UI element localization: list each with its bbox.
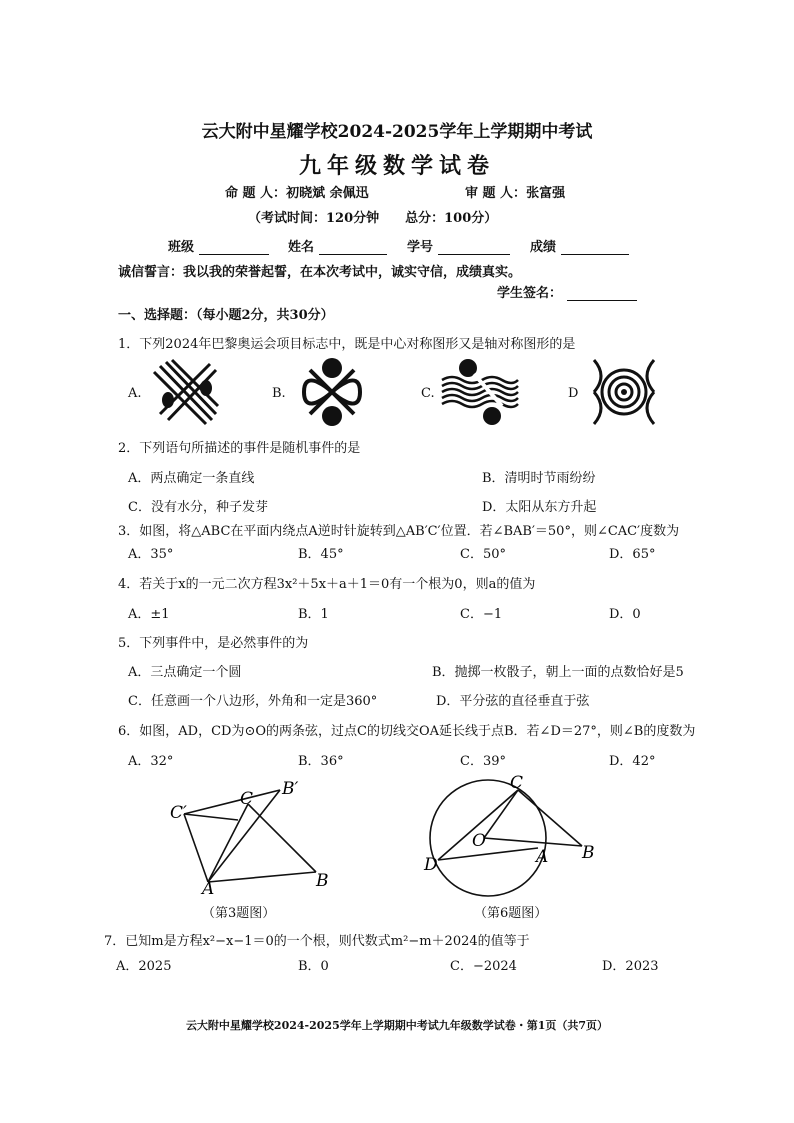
fig3-label-c-prime: C′: [170, 803, 187, 823]
paper-title: 九年级数学试卷: [298, 153, 495, 179]
q6-option-b[interactable]: B．36°: [298, 754, 344, 769]
page-footer: 云大附中星耀学校2024-2025学年上学期期中考试九年级数学试卷・第1页（共7页）: [185, 1019, 609, 1032]
q4-option-d[interactable]: D．0: [609, 607, 641, 622]
fig3-label-b: B: [316, 871, 329, 891]
question-1-stem: 1．下列2024年巴黎奥运会项目标志中，既是中心对称图形又是轴对称图形的是: [118, 337, 576, 352]
q5-option-d[interactable]: D．平分弦的直径垂直于弦: [436, 694, 590, 709]
signature-blank[interactable]: [567, 288, 637, 301]
badminton-logo-icon: [150, 358, 222, 426]
q4-option-a[interactable]: A．±1: [128, 607, 170, 622]
name-blank[interactable]: [319, 242, 387, 255]
reviewer-row: [465, 182, 565, 201]
q1-option-b-label[interactable]: B.: [272, 386, 286, 401]
question-5-stem: 5．下列事件中，是必然事件的为: [118, 636, 309, 651]
class-field: [168, 236, 269, 255]
fig6-label-c: C: [510, 773, 524, 793]
fig6-label-b: B: [582, 843, 595, 863]
q5-option-a[interactable]: A．三点确定一个圆: [128, 665, 242, 680]
q4-option-c[interactable]: C．−1: [460, 607, 503, 622]
q3-option-c[interactable]: C．50°: [460, 547, 506, 562]
q6-option-d[interactable]: D．42°: [609, 754, 656, 769]
question-2-stem: 2．下列语句所描述的事件是随机事件的是: [118, 441, 361, 456]
question-6-stem: 6．如图，AD，CD为⊙O的两条弦，过点C的切线交OA延长线于点B．若∠D＝27°，则∠B的度数为: [118, 724, 696, 739]
name-label: 姓名: [288, 240, 315, 255]
q2-option-b[interactable]: B．清明时节雨纷纷: [482, 471, 596, 486]
q2-option-a[interactable]: A．两点确定一条直线: [128, 471, 255, 486]
class-blank[interactable]: [199, 242, 269, 255]
q2-option-d[interactable]: D．太阳从东方升起: [482, 500, 597, 515]
signature-label: 学生签名：: [497, 286, 563, 301]
authors-label: 命 题 人：: [225, 186, 287, 201]
q7-option-b[interactable]: B．0: [298, 959, 329, 974]
section-heading: 一、选择题：（每小题2分，共30分）: [118, 308, 334, 323]
integrity-pledge: 诚信誓言：我以我的荣誉起誓，在本次考试中，诚实守信，成绩真实。: [118, 265, 522, 280]
signature-field: [497, 282, 637, 301]
swimming-logo-icon: [438, 356, 520, 428]
fig3-label-c: C: [240, 789, 254, 809]
basketball-logo-icon: [296, 356, 368, 428]
q2-option-c[interactable]: C．没有水分，种子发芽: [128, 500, 268, 515]
figure-3-diagram: [160, 776, 340, 896]
q1-option-a-label[interactable]: A.: [128, 386, 142, 401]
reviewer-label: 审 题 人：: [465, 186, 527, 201]
fig3-label-a: A: [202, 879, 215, 896]
fig6-label-o: O: [472, 831, 486, 851]
figure-6-diagram: [420, 772, 600, 900]
question-7-stem: 7．已知m是方程x²−x−1＝0的一个根，则代数式m²−m＋2024的值等于: [104, 934, 530, 949]
question-3-stem: 3．如图，将△ABC在平面内绕点A逆时针旋转到△AB′C′位置．若∠BAB′＝50°，则∠CAC′度数为: [118, 524, 680, 539]
name-field: [288, 236, 387, 255]
q1-option-d-label[interactable]: D: [568, 386, 579, 401]
fig6-label-d: D: [424, 855, 438, 875]
q5-option-c[interactable]: C．任意画一个八边形，外角和一定是360°: [128, 694, 378, 709]
figure-3-caption: （第3题图）: [202, 906, 276, 921]
q3-option-b[interactable]: B．45°: [298, 547, 344, 562]
authors: 初晓斌 余佩迅: [286, 186, 369, 201]
class-label: 班级: [168, 240, 195, 255]
fig3-label-b-prime: B′: [282, 779, 299, 799]
time-info: （考试时间：120分钟 总分：100分）: [248, 211, 498, 226]
authors-row: [225, 182, 369, 201]
q5-option-b[interactable]: B．抛掷一枚骰子，朝上一面的点数恰好是5: [432, 665, 684, 680]
score-field: [530, 236, 629, 255]
reviewer: 张富强: [526, 186, 566, 201]
fig6-label-a: A: [536, 847, 549, 867]
id-blank[interactable]: [438, 242, 510, 255]
q6-option-c[interactable]: C．39°: [460, 754, 506, 769]
question-4-stem: 4．若关于x的一元二次方程3x²＋5x＋a＋1＝0有一个根为0，则a的值为: [118, 577, 536, 592]
target-logo-icon: [588, 356, 660, 428]
id-field: [407, 236, 510, 255]
q4-option-b[interactable]: B．1: [298, 607, 329, 622]
q1-option-c-label[interactable]: C.: [421, 386, 435, 401]
q6-option-a[interactable]: A．32°: [128, 754, 174, 769]
q7-option-a[interactable]: A．2025: [116, 959, 172, 974]
figure-6-caption: （第6题图）: [474, 906, 548, 921]
q3-option-d[interactable]: D．65°: [609, 547, 656, 562]
score-blank[interactable]: [561, 242, 629, 255]
q7-option-c[interactable]: C．−2024: [450, 959, 517, 974]
id-label: 学号: [407, 240, 434, 255]
score-label: 成绩: [530, 240, 557, 255]
q3-option-a[interactable]: A．35°: [128, 547, 174, 562]
q7-option-d[interactable]: D．2023: [602, 959, 659, 974]
school-title: 云大附中星耀学校2024-2025学年上学期期中考试: [201, 122, 593, 142]
